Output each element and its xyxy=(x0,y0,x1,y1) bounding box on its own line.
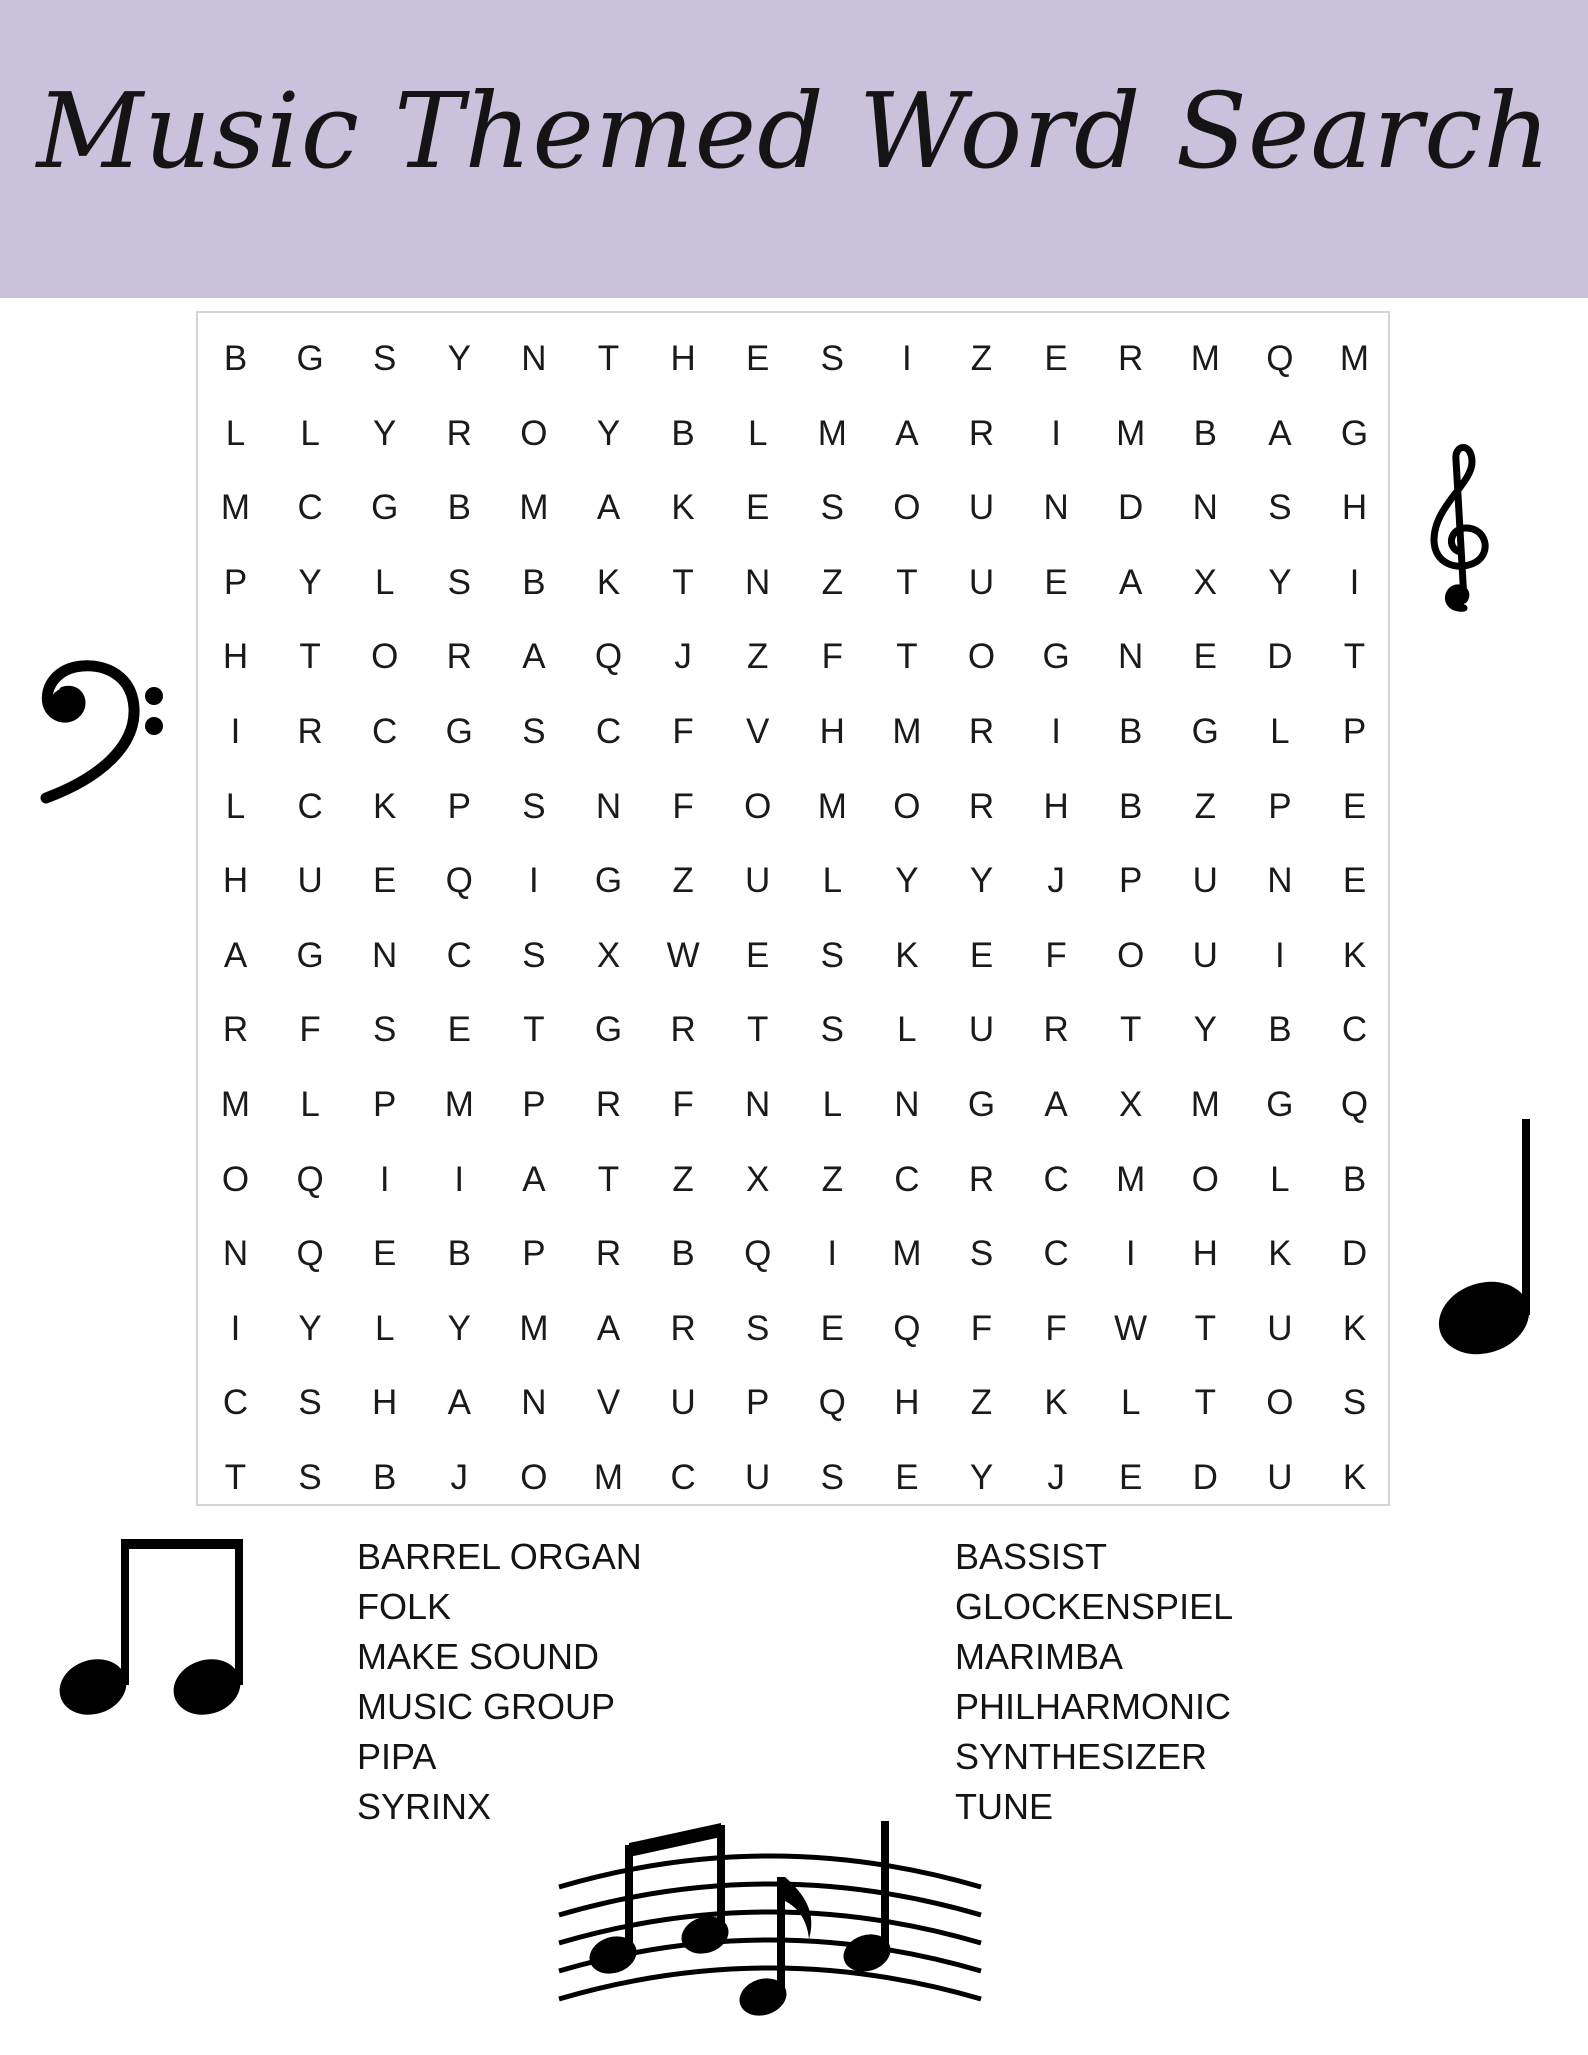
grid-cell: M xyxy=(817,413,847,453)
grid-cell: N xyxy=(745,1085,771,1124)
grid-cell: O xyxy=(1266,1383,1294,1423)
grid-cell: T xyxy=(299,637,321,677)
grid-cell: I xyxy=(1275,935,1285,975)
grid-cell: S xyxy=(298,1458,322,1497)
grid-cell: F xyxy=(299,1010,321,1050)
grid-cell: H xyxy=(222,861,249,901)
grid-cell: A xyxy=(596,1308,621,1348)
treble-clef-icon xyxy=(1420,440,1500,615)
grid-cell: M xyxy=(1190,339,1220,378)
grid-cell: K xyxy=(1342,935,1367,975)
grid-cell: O xyxy=(1191,1159,1219,1199)
grid-cell: U xyxy=(1267,1308,1293,1348)
grid-cell: A xyxy=(1268,413,1292,453)
grid-cell: T xyxy=(746,1010,769,1050)
grid-cell: R xyxy=(446,637,472,677)
grid-cell: K xyxy=(373,786,397,826)
grid-cell: E xyxy=(1193,637,1217,677)
grid-cell: M xyxy=(1116,1159,1146,1199)
grid-cell: J xyxy=(1047,1458,1065,1497)
page-title: Music Themed Word Search xyxy=(36,70,1552,192)
grid-cell: S xyxy=(447,562,471,602)
grid-cell: E xyxy=(1342,861,1367,901)
grid-cell: P xyxy=(522,1234,546,1274)
grid-cell: K xyxy=(596,562,621,602)
word-item: SYRINX xyxy=(357,1786,492,1827)
grid-cell: R xyxy=(595,1085,622,1124)
grid-row xyxy=(198,545,1388,620)
grid-cell: U xyxy=(670,1383,696,1423)
grid-cell: N xyxy=(372,935,398,975)
grid-cell: P xyxy=(373,1085,397,1124)
word-item: BARREL ORGAN xyxy=(357,1536,642,1577)
grid-cell: C xyxy=(670,1458,696,1497)
grid-cell: E xyxy=(373,861,397,901)
grid-cell: Y xyxy=(596,413,621,453)
grid-cell: B xyxy=(1342,1159,1367,1199)
grid-cell: G xyxy=(296,935,324,975)
grid-cell: S xyxy=(373,1010,397,1050)
grid-row xyxy=(198,1365,1388,1440)
grid-cell: M xyxy=(892,1234,922,1274)
word-item: SYNTHESIZER xyxy=(955,1736,1208,1777)
grid-cell: I xyxy=(230,712,241,751)
grid-cell: U xyxy=(968,562,995,602)
grid-cell: Q xyxy=(594,637,623,677)
grid-cell: Z xyxy=(672,1159,694,1199)
grid-cell: I xyxy=(529,861,539,901)
grid-cell: S xyxy=(373,339,397,378)
grid-cell: M xyxy=(519,488,549,528)
grid-cell: T xyxy=(1343,637,1366,677)
grid-cell: H xyxy=(670,339,696,378)
grid-cell: R xyxy=(968,1159,995,1199)
grid-cell: S xyxy=(820,935,844,975)
grid-cell: R xyxy=(670,1308,696,1348)
grid-cell: F xyxy=(672,1085,694,1124)
grid-cell: L xyxy=(897,1010,917,1050)
grid-cell: Q xyxy=(893,1308,921,1348)
grid-cell: T xyxy=(1194,1383,1216,1423)
grid-cell: B xyxy=(373,1458,397,1497)
grid-cell: Z xyxy=(970,1383,993,1423)
grid-cell: N xyxy=(1118,637,1144,677)
grid-cell: R xyxy=(968,786,995,826)
grid-cell: E xyxy=(746,339,770,378)
grid-cell: S xyxy=(820,339,844,378)
grid-cell: E xyxy=(746,935,770,975)
grid-cell: H xyxy=(1043,786,1069,826)
grid-cell: N xyxy=(745,562,771,602)
grid-cell: Z xyxy=(970,339,993,378)
grid-cell: K xyxy=(1342,1308,1367,1348)
grid-cell: V xyxy=(746,712,770,751)
grid-cell: C xyxy=(297,786,323,826)
grid-cell: U xyxy=(1192,861,1218,901)
grid-row xyxy=(198,1142,1388,1217)
grid-cell: I xyxy=(454,1159,465,1199)
grid-cell: I xyxy=(902,339,912,378)
grid-cell: U xyxy=(297,861,323,901)
grid-cell: Z xyxy=(821,1159,843,1199)
grid-cell: N xyxy=(1192,488,1218,528)
word-item: TUNE xyxy=(955,1786,1053,1827)
grid-cell: W xyxy=(1114,1308,1148,1348)
grid-cell: G xyxy=(594,861,623,901)
word-list-left xyxy=(357,1532,642,1832)
grid-cell: A xyxy=(895,413,919,453)
grid-cell: P xyxy=(1268,786,1292,826)
grid-cell: I xyxy=(1051,413,1061,453)
grid-cell: P xyxy=(522,1085,546,1124)
grid-cell: E xyxy=(820,1308,844,1348)
grid-cell: M xyxy=(220,488,251,528)
grid-cell: U xyxy=(745,1458,771,1497)
grid-cell: O xyxy=(893,488,921,528)
grid-cell: Z xyxy=(746,637,769,677)
grid-cell: R xyxy=(595,1234,622,1274)
grid-cell: R xyxy=(297,712,323,751)
grid-cell: Y xyxy=(298,1308,322,1348)
quarter-note-icon xyxy=(1430,1115,1540,1360)
grid-cell: O xyxy=(371,637,399,677)
grid-cell: G xyxy=(1191,712,1219,751)
grid-cell: E xyxy=(1044,339,1068,378)
grid-cell: Q xyxy=(296,1234,324,1274)
grid-cell: M xyxy=(444,1085,474,1124)
grid-cell: L xyxy=(374,1308,395,1348)
grid-cell: C xyxy=(1043,1234,1069,1274)
grid-cell: Q xyxy=(744,1234,772,1274)
grid-cell: S xyxy=(820,1458,844,1497)
grid-cell: O xyxy=(520,1458,548,1497)
word-item: FOLK xyxy=(357,1586,452,1627)
grid-cell: T xyxy=(1119,1010,1142,1050)
grid-cell: L xyxy=(822,1085,843,1124)
word-item: BASSIST xyxy=(955,1536,1108,1577)
grid-cell: R xyxy=(968,413,995,453)
grid-cell: D xyxy=(1192,1458,1218,1497)
grid-cell: Z xyxy=(821,562,843,602)
grid-cell: T xyxy=(672,562,694,602)
grid-cell: U xyxy=(968,1010,995,1050)
grid-row xyxy=(198,694,1388,769)
grid-cell: H xyxy=(1341,488,1368,528)
grid-cell: T xyxy=(896,562,918,602)
grid-row xyxy=(198,1440,1388,1515)
grid-row xyxy=(198,396,1388,471)
grid-cell: O xyxy=(893,786,921,826)
grid-cell: B xyxy=(1268,1010,1292,1050)
music-staff-notes-icon xyxy=(555,1815,985,2025)
grid-cell: E xyxy=(969,935,994,975)
grid-cell: Q xyxy=(1340,1085,1369,1124)
grid-cell: Y xyxy=(969,861,994,901)
grid-cell: B xyxy=(223,339,248,378)
grid-cell: L xyxy=(225,786,246,826)
grid-cell: T xyxy=(597,1159,620,1199)
grid-cell: U xyxy=(1267,1458,1293,1497)
grid-cell: S xyxy=(820,488,844,528)
word-item: GLOCKENSPIEL xyxy=(955,1586,1234,1627)
grid-cell: U xyxy=(968,488,995,528)
grid-cell: F xyxy=(672,712,694,751)
grid-cell: S xyxy=(969,1234,994,1274)
grid-cell: E xyxy=(895,1458,919,1497)
grid-cell: Y xyxy=(1193,1010,1217,1050)
grid-row xyxy=(198,619,1388,694)
grid-cell: H xyxy=(894,1383,920,1423)
grid-cell: O xyxy=(221,1159,250,1199)
grid-cell: A xyxy=(596,488,621,528)
grid-cell: J xyxy=(1047,861,1065,901)
grid-cell: F xyxy=(1045,935,1067,975)
word-item: PIPA xyxy=(357,1736,437,1777)
grid-cell: P xyxy=(1342,712,1367,751)
grid-cell: O xyxy=(520,413,548,453)
grid-cell: E xyxy=(746,488,770,528)
grid-cell: Y xyxy=(373,413,397,453)
grid-cell: K xyxy=(1044,1383,1068,1423)
grid-cell: X xyxy=(746,1159,770,1199)
word-item: MUSIC GROUP xyxy=(357,1686,616,1727)
word-item: MAKE SOUND xyxy=(357,1636,600,1677)
grid-cell: B xyxy=(671,1234,695,1274)
grid-cell: O xyxy=(1117,935,1145,975)
grid-row xyxy=(198,321,1388,396)
grid-cell: M xyxy=(519,1308,549,1348)
grid-cell: K xyxy=(671,488,695,528)
grid-cell: E xyxy=(1119,1458,1143,1497)
grid-cell: S xyxy=(1268,488,1292,528)
grid-row xyxy=(198,1067,1388,1142)
grid-cell: U xyxy=(1192,935,1218,975)
grid-cell: G xyxy=(967,1085,996,1124)
grid-cell: W xyxy=(666,935,700,975)
grid-cell: F xyxy=(672,786,694,826)
grid-cell: L xyxy=(300,413,320,453)
grid-cell: P xyxy=(447,786,471,826)
grid-cell: S xyxy=(746,1308,770,1348)
grid-cell: G xyxy=(594,1010,623,1050)
grid-cell: L xyxy=(300,1085,320,1124)
grid-cell: E xyxy=(1044,562,1068,602)
word-item: MARIMBA xyxy=(955,1636,1124,1677)
grid-cell: Z xyxy=(1194,786,1216,826)
word-search-grid xyxy=(196,311,1390,1506)
grid-cell: R xyxy=(670,1010,696,1050)
grid-cell: N xyxy=(521,339,547,378)
grid-cell: M xyxy=(593,1458,624,1497)
grid-cell: P xyxy=(746,1383,770,1423)
grid-cell: M xyxy=(817,786,847,826)
grid-cell: D xyxy=(1118,488,1144,528)
grid-cell: D xyxy=(1341,1234,1368,1274)
grid-cell: K xyxy=(1268,1234,1292,1274)
grid-cell: B xyxy=(522,562,546,602)
grid-cell: H xyxy=(1192,1234,1218,1274)
grid-cell: M xyxy=(220,1085,251,1124)
beamed-eighth-notes-icon xyxy=(55,1535,255,1720)
grid-cell: A xyxy=(223,935,248,975)
grid-cell: C xyxy=(372,712,398,751)
grid-cell: F xyxy=(1045,1308,1067,1348)
grid-row xyxy=(198,1291,1388,1366)
grid-cell: F xyxy=(970,1308,993,1348)
grid-cell: T xyxy=(224,1458,247,1497)
grid-cell: G xyxy=(296,339,324,378)
grid-cell: R xyxy=(968,712,995,751)
grid-cell: X xyxy=(596,935,621,975)
grid-cell: G xyxy=(371,488,399,528)
grid-cell: E xyxy=(1342,786,1367,826)
grid-cell: Y xyxy=(895,861,919,901)
grid-cell: G xyxy=(1340,413,1369,453)
grid-cell: L xyxy=(1270,712,1290,751)
grid-cell: L xyxy=(225,413,246,453)
grid-cell: T xyxy=(597,339,620,378)
grid-cell: T xyxy=(523,1010,545,1050)
grid-cell: E xyxy=(373,1234,397,1274)
grid-cell: I xyxy=(827,1234,838,1274)
grid-cell: L xyxy=(1120,1383,1141,1423)
grid-row xyxy=(198,918,1388,993)
grid-cell: O xyxy=(967,637,996,677)
grid-cell: Q xyxy=(445,861,473,901)
grid-cell: M xyxy=(1190,1085,1220,1124)
grid-cell: R xyxy=(446,413,472,453)
grid-cell: H xyxy=(819,712,845,751)
grid-cell: S xyxy=(522,712,546,751)
bass-clef-icon xyxy=(40,660,170,810)
grid-cell: T xyxy=(896,637,918,677)
grid-cell: Y xyxy=(447,339,471,378)
grid-cell: B xyxy=(671,413,695,453)
grid-cell: R xyxy=(1043,1010,1069,1050)
grid-row xyxy=(198,992,1388,1067)
grid-cell: I xyxy=(379,1159,390,1199)
grid-cell: N xyxy=(595,786,622,826)
word-item: PHILHARMONIC xyxy=(955,1686,1232,1727)
grid-cell: N xyxy=(521,1383,547,1423)
grid-cell: S xyxy=(522,786,546,826)
grid-cell: J xyxy=(450,1458,469,1497)
grid-cell: Q xyxy=(296,1159,324,1199)
grid-cell: E xyxy=(447,1010,471,1050)
grid-cell: K xyxy=(1342,1458,1367,1497)
grid-cell: N xyxy=(222,1234,249,1274)
grid-cell: B xyxy=(1119,712,1143,751)
grid-cell: J xyxy=(674,637,692,677)
grid-cell: L xyxy=(822,861,843,901)
grid-cell: G xyxy=(445,712,473,751)
grid-cell: U xyxy=(745,861,771,901)
grid-cell: V xyxy=(596,1383,621,1423)
grid-cell: G xyxy=(1266,1085,1294,1124)
grid-cell: F xyxy=(821,637,843,677)
grid-cell: Y xyxy=(969,1458,994,1497)
grid-cell: R xyxy=(222,1010,249,1050)
grid-cell: M xyxy=(1116,413,1146,453)
grid-row xyxy=(198,1216,1388,1291)
grid-cell: I xyxy=(1125,1234,1136,1274)
grid-cell: S xyxy=(298,1383,322,1423)
grid-cell: C xyxy=(894,1159,920,1199)
grid-cell: Q xyxy=(818,1383,846,1423)
grid-cell: P xyxy=(223,562,248,602)
grid-cell: N xyxy=(894,1085,920,1124)
grid-cell: C xyxy=(1043,1159,1069,1199)
grid-cell: Q xyxy=(1266,339,1294,378)
grid-cell: D xyxy=(1267,637,1293,677)
grid-cell: M xyxy=(892,712,922,751)
grid-cell: Z xyxy=(672,861,694,901)
grid-cell: C xyxy=(297,488,323,528)
grid-cell: A xyxy=(1119,562,1143,602)
grid-cell: G xyxy=(1042,637,1070,677)
grid-cell: Y xyxy=(447,1308,471,1348)
grid-cell: B xyxy=(1119,786,1143,826)
grid-cell: O xyxy=(744,786,772,826)
grid-cell: A xyxy=(1044,1085,1068,1124)
grid-cell: I xyxy=(230,1308,241,1348)
grid-cell: B xyxy=(447,1234,471,1274)
grid-cell: C xyxy=(595,712,622,751)
grid-cell: I xyxy=(1051,712,1061,751)
grid-cell: B xyxy=(1193,413,1217,453)
grid-cell: C xyxy=(446,935,472,975)
grid-cell: P xyxy=(1119,861,1143,901)
grid-cell: X xyxy=(1193,562,1217,602)
grid-cell: M xyxy=(1339,339,1370,378)
grid-row xyxy=(198,769,1388,844)
grid-cell: A xyxy=(522,637,546,677)
grid-cell: L xyxy=(747,413,768,453)
grid-cell: A xyxy=(522,1159,546,1199)
grid-cell: Y xyxy=(1268,562,1292,602)
grid-cell: H xyxy=(222,637,249,677)
grid-cell: Y xyxy=(298,562,322,602)
grid-cell: N xyxy=(1267,861,1293,901)
grid-cell: K xyxy=(895,935,919,975)
grid-cell: L xyxy=(374,562,395,602)
grid-cell: S xyxy=(820,1010,844,1050)
grid-cell: A xyxy=(447,1383,471,1423)
grid-cell: B xyxy=(447,488,471,528)
word-list-right xyxy=(955,1532,1233,1832)
grid-cell: C xyxy=(1341,1010,1368,1050)
title-banner xyxy=(0,0,1588,298)
grid-cell: L xyxy=(1270,1159,1290,1199)
grid-cell: H xyxy=(372,1383,398,1423)
grid-cell: N xyxy=(1043,488,1069,528)
grid-cell: R xyxy=(1118,339,1144,378)
grid-cell: C xyxy=(222,1383,249,1423)
grid-cell: T xyxy=(1194,1308,1216,1348)
grid-cell: X xyxy=(1119,1085,1143,1124)
grid-row xyxy=(198,470,1388,545)
grid-row xyxy=(198,843,1388,918)
grid-cell: S xyxy=(1342,1383,1367,1423)
grid-cell: I xyxy=(1349,562,1360,602)
grid-cell: S xyxy=(522,935,546,975)
